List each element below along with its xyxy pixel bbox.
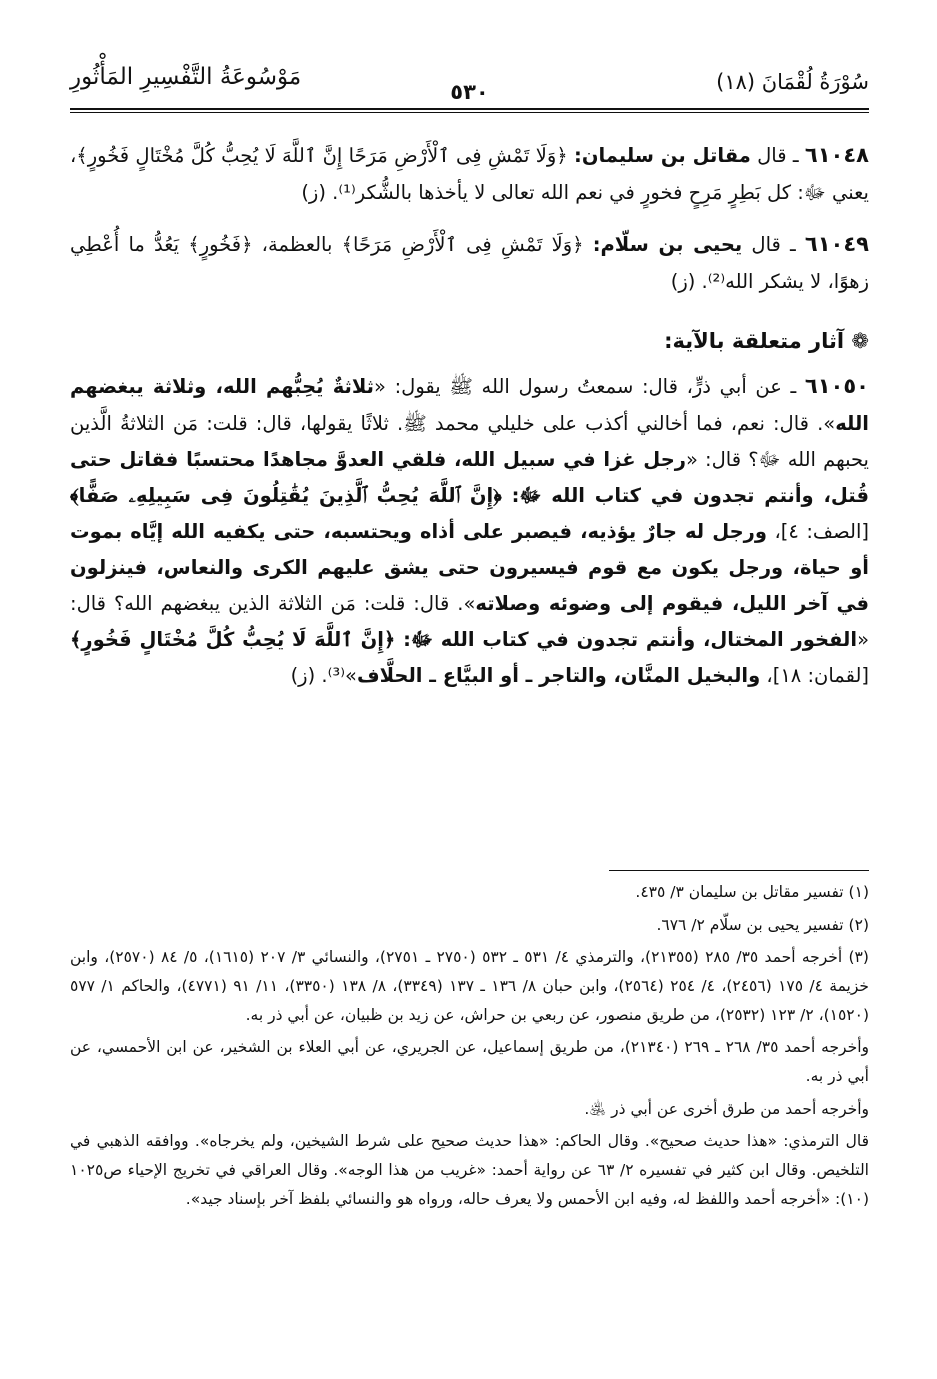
footnote: قال الترمذي: «هذا حديث صحيح». وقال الحاكم: «هذا حديث صحيح على شرط الشيخين، ولم يخرجاه». ووافقه الذهبي في التلخيص. وقال ابن كثير في تفسيره ٢/ ٦٣ عن رواية أحمد: «غريب من هذا الوجه». وقال العراقي في تخريج الإحياء ص١٠٢٥ (١٠): «أخرجه أحمد واللفظ له، وفيه ابن الأحمس ولا يعرف حاله، ورواه هو والنسائي بلفظ آخر بإسناد جيد». <box>70 1132 869 1208</box>
footnote: (١) تفسير مقاتل بن سليمان ٣/ ٤٣٥. <box>635 883 869 901</box>
entry-number: ٦١٠٤٨ <box>804 143 869 167</box>
hadith-part-bold: والبخيل المنَّان، والتاجر ـ أو البيَّاع ـ الحلَّاف <box>356 663 761 687</box>
section-heading: ❁ آثار متعلقة بالآية: <box>664 328 869 353</box>
book-title: مَوْسُوعَةُ التَّفْسِيرِ المَأْثُورِ <box>70 64 302 90</box>
hadith-part: »⁽³⁾. (ز) <box>290 663 357 687</box>
hadith-part-bold: رجل غزا في سبيل الله، فلقي العدوَّ مجاهدًا محتسبًا فقاتل حتى قُتل، وأنتم تجدون في كتاب الله ﷻ: ﴿إِنَّ ٱللَّهَ يُحِبُّ ٱلَّذِينَ يُقَٰتِلُونَ فِى سَبِيلِهِۦ صَفًّا﴾ <box>70 447 869 507</box>
entry-text: بالعظمة، ﴿فَخُورٍ﴾ يَعُدُّ ما أُعْطِي زهوًا، لا يشكر الله⁽²⁾. (ز) <box>70 232 869 293</box>
page-number: ٥٣٠ <box>450 80 489 104</box>
header-rule <box>70 108 869 110</box>
footnotes <box>70 878 869 1217</box>
footnote: (٢) تفسير يحيى بن سلّام ٢/ ٦٧٦. <box>656 915 869 934</box>
entry-intro: ـ قال <box>757 144 799 167</box>
header-rule-thin <box>70 112 869 113</box>
entry-intro: ـ قال <box>751 232 796 256</box>
hadith-part-bold: الفخور المختال، وأنتم تجدون في كتاب الله ﷻ: ﴿إِنَّ ٱللَّهَ لَا يُحِبُّ كُلَّ مُخْتَالٍ فَخُورٍ﴾ <box>70 627 858 651</box>
hadith-61050 <box>70 367 869 694</box>
entry-speaker: مقاتل بن سليمان: <box>574 144 751 167</box>
footnote: وأخرجه أحمد من طرق أخرى عن أبي ذر ﵁. <box>584 1099 869 1118</box>
hadith-part-bold: ثلاثةٌ يُحِبُّهم الله، وثلاثة يبغضهم الله <box>70 374 869 435</box>
surah-title: سُوْرَةُ لُقْمَانَ (١٨) <box>716 70 869 94</box>
footnote: وأخرجه أحمد ٣٥/ ٢٦٨ ـ ٢٦٩ (٢١٣٤٠)، من طريق إسماعيل، عن الجريري، عن أبي العلاء بن الشخير، عن ابن الأحمسي، عن أبي ذر به. <box>70 1038 869 1086</box>
main-text <box>70 136 869 708</box>
quran-verse: ﴿وَلَا تَمْشِ فِى ٱلْأَرْضِ مَرَحًا﴾ <box>341 232 584 256</box>
hadith-part: ـ عن أبي ذرٍّ، قال: سمعتُ رسول الله ﷺ يقول: « <box>374 374 797 398</box>
hadith-part: ». قال: نعم، فما أخالني أكذب على خليلي محمد ﷺ. ثلاثًا يقولها، قال: قلت: مَن الثلاثةُ الَّذين يحبهم الله ﷻ؟ قال: « <box>70 411 869 471</box>
hadith-part: [الصف: ٤]، <box>767 519 869 543</box>
entry-61048 <box>70 136 869 211</box>
hadith-part-bold: ورجل له جارٌ يؤذيه، فيصبر على أذاه ويحتسبه، حتى يكفيه الله إيَّاه بموت أو حياة، ورجل يكون مع قوم فيسيرون حتى يشق عليهم الكرى والنعاس، فينزلون في آخر الليل، فيقوم إلى وضوئه وصلاته <box>70 519 870 615</box>
hadith-part: ». قال: قلت: مَن الثلاثة الذين يبغضهم الله؟ قال: « <box>70 591 869 651</box>
quran-verse: ﴿وَلَا تَمْشِ فِى ٱلْأَرْضِ مَرَحًا إِنَّ ٱللَّهَ لَا يُحِبُّ كُلَّ مُخْتَالٍ فَخُورٍ﴾ <box>76 144 568 167</box>
entry-number: ٦١٠٤٩ <box>804 231 869 256</box>
entry-number: ٦١٠٥٠ <box>804 373 869 398</box>
footnote-separator <box>609 870 869 871</box>
hadith-part: [لقمان: ١٨]، <box>760 663 869 687</box>
entry-speaker: يحيى بن سلّام: <box>592 232 743 256</box>
entry-text: ، يعني ﷻ: كل بَطِرٍ مَرِحٍ فخورٍ في نعم الله تعالى لا يأخذها بالشُّكر⁽¹⁾. (ز) <box>70 144 869 204</box>
page-header <box>70 60 869 102</box>
entry-61049 <box>70 225 869 300</box>
footnote: (٣) أخرجه أحمد ٣٥/ ٢٨٥ (٢١٣٥٥)، والترمذي ٤/ ٥٣١ ـ ٥٣٢ (٢٧٥٠ ـ ٢٧٥١)، والنسائي ٣/ ٢٠٧ (١٦١٥)، ٥/ ٨٤ (٢٥٧٠)، وابن خزيمة ٤/ ١٧٥ (٢٤٥٦)، ٤/ ٢٥٤ (٢٥٦٤)، وابن حبان ٨/ ١٣٦ ـ ١٣٧ (٣٣٤٩)، ٨/ ١٣٨ (٣٣٥٠)، ١١/ ٩١ (٤٧٧١)، والحاكم ١/ ٥٧٧ (١٥٢٠)، ٢/ ١٢٣ (٢٥٣٢)، من طريق منصور، عن ربعي بن حراش، عن زيد بن ظبيان، عن أبي ذر به. <box>70 948 869 1024</box>
